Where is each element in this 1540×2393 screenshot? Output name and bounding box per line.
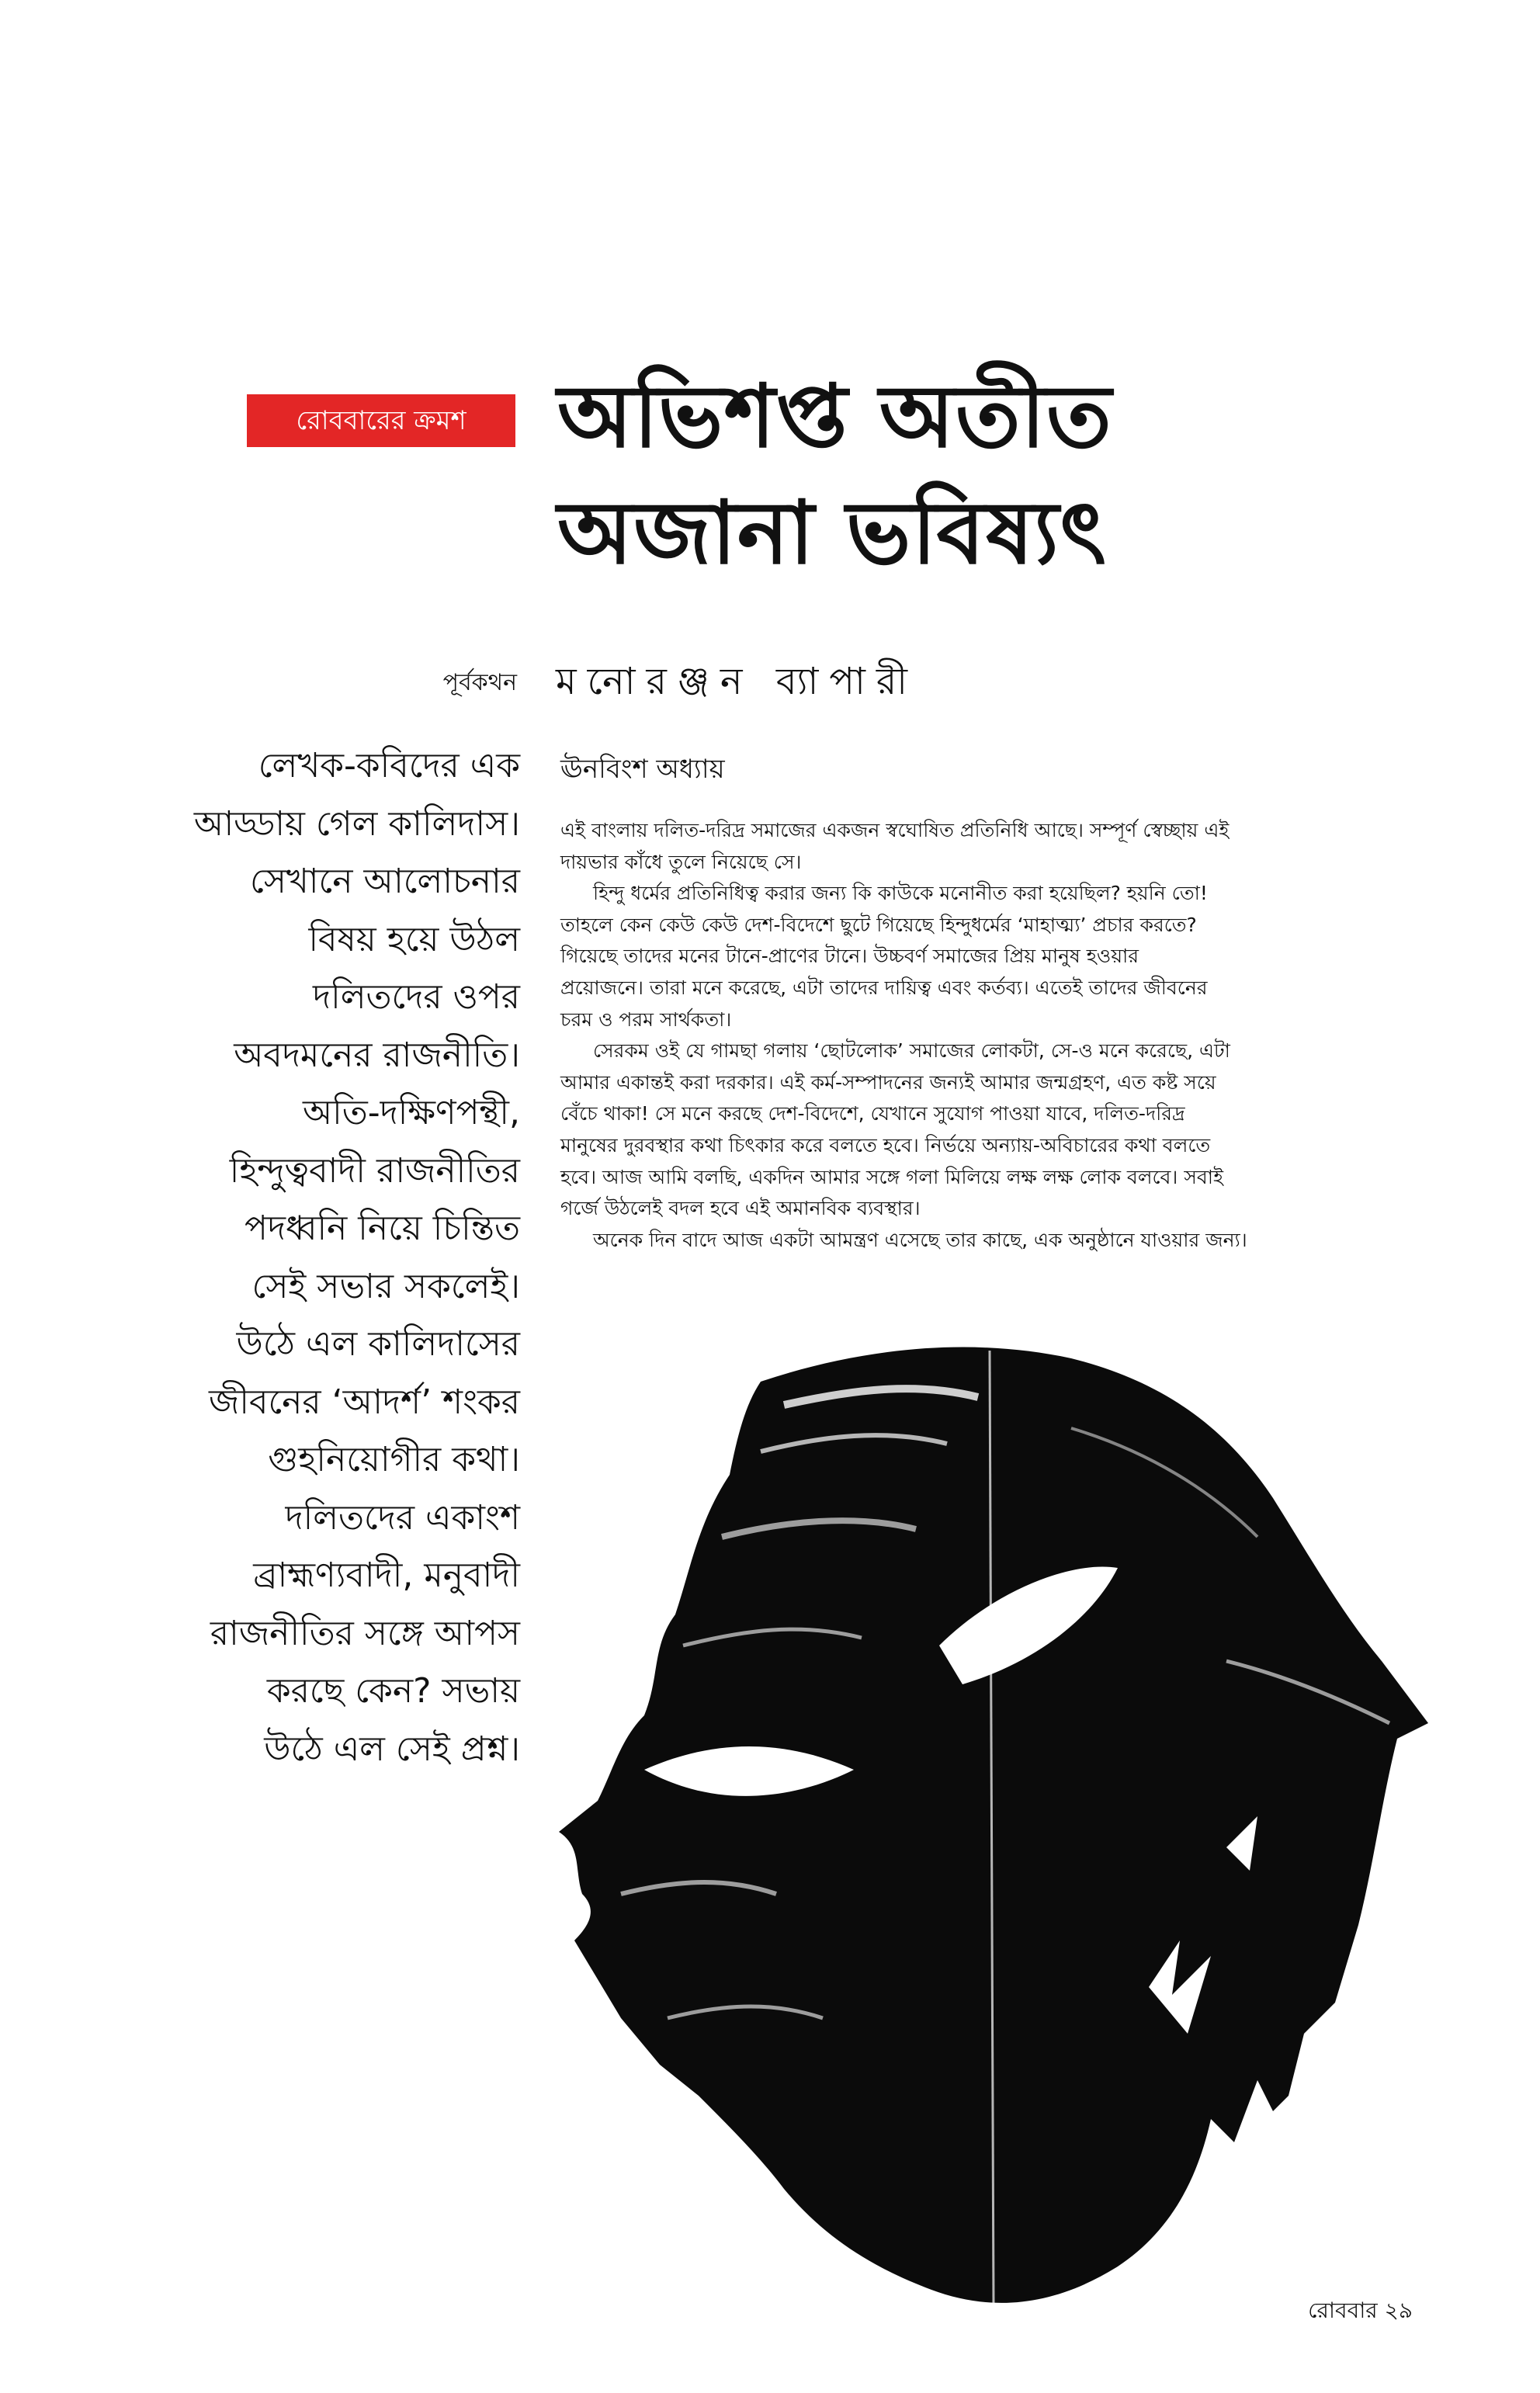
summary-line: উঠে এল কালিদাসের (236, 1324, 520, 1364)
body-line: মানুষের দুরবস্থার কথা চিৎকার করে বলতে হবে। নির্ভয়ে অন্যায়-অবিচারের কথা বলতে (560, 1133, 1211, 1157)
summary-line: রাজনীতির সঙ্গে আপস (210, 1613, 520, 1653)
section-tag: রোববারের ক্রমশ (247, 394, 515, 447)
summary-label: পূর্বকথন (442, 669, 517, 696)
body-line: তাহলে কেন কেউ কেউ দেশ-বিদেশে ছুটে গিয়েছে হিন্দুধর্মের ‘মাহাত্ম্য’ প্রচার করতে? (560, 913, 1197, 936)
body-line: আমার একান্তই করা দরকার। এই কর্ম-সম্পাদনের জন্যই আমার জন্মগ্রহণ, এত কষ্ট সয়ে (560, 1070, 1216, 1094)
summary-line: সেখানে আলোচনার (249, 862, 520, 901)
article-body (560, 815, 1430, 1256)
body-line: দায়ভার কাঁধে তুলে নিয়েছে সে। (560, 850, 802, 873)
previous-summary (116, 737, 520, 1778)
summary-line: হিন্দুত্ববাদী রাজনীতির (229, 1150, 520, 1191)
summary-line: জীবনের ‘আদর্শ’ শংকর (209, 1382, 520, 1422)
summary-line: বিষয় হয়ে উঠল (308, 919, 520, 959)
body-line: হিন্দু ধর্মের প্রতিনিধিত্ব করার জন্য কি কাউকে মনোনীত করা হয়েছিল? হয়নি তো! (593, 882, 1208, 905)
chapter-heading: ঊনবিংশ অধ্যায় (560, 754, 725, 785)
title-line-2: অজানা ভবিষ্যৎ (557, 483, 1107, 584)
body-line: গিয়েছে তাদের মনের টানে-প্রাণের টানে। উচ্চবর্ণ সমাজের প্রিয় মানুষ হওয়ার (560, 945, 1139, 968)
author-byline: মনোরঞ্জন ব্যাপারী (556, 660, 919, 703)
body-line: হবে। আজ আমি বলছি, একদিন আমার সঙ্গে গলা মিলিয়ে লক্ষ লক্ষ লোক বলবে। সবাই (560, 1165, 1224, 1188)
summary-line: অতি-দক্ষিণপন্থী, (303, 1093, 520, 1132)
body-line: সেরকম ওই যে গামছা গলায় ‘ছোটলোক’ সমাজের লোকটা, সে-ও মনে করেছে, এটা (593, 1039, 1230, 1063)
summary-line: অবদমনের রাজনীতি। (234, 1035, 520, 1075)
summary-line: দলিতদের একাংশ (285, 1497, 520, 1538)
summary-line: করছে কেন? সভায় (266, 1671, 520, 1711)
body-line: প্রয়োজনে। তারা মনে করেছে, এটা তাদের দায়িত্ব এবং কর্তব্য। এতেই তাদের জীবনের (560, 976, 1208, 999)
summary-line: দলিতদের ওপর (313, 977, 520, 1017)
summary-line: ব্রাহ্মণ্যবাদী, মনুবাদী (253, 1555, 520, 1595)
body-line: গর্জে উঠলেই বদল হবে এই অমানবিক ব্যবস্থার। (560, 1197, 921, 1220)
body-line: এই বাংলায় দলিত-দরিদ্র সমাজের একজন স্বঘোষিত প্রতিনিধি আছে। সম্পূর্ণ স্বেচ্ছায় এই (560, 819, 1230, 841)
summary-line: লেখক-কবিদের এক (258, 746, 520, 786)
summary-line: উঠে এল সেই প্রশ্ন। (264, 1729, 520, 1769)
summary-line: পদধ্বনি নিয়ে চিন্তিত (244, 1209, 520, 1248)
title-line-1: অভিশপ্ত অতীত (557, 366, 1112, 467)
article-title (557, 359, 1489, 591)
page-folio: রোববার ২৯ (1308, 2298, 1413, 2323)
brush-illustration (528, 1335, 1459, 2321)
body-line: অনেক দিন বাদে আজ একটা আমন্ত্রণ এসেছে তার কাছে, এক অনুষ্ঠানে যাওয়ার জন্য। (593, 1228, 1247, 1251)
summary-line: আড্ডায় গেল কালিদাস। (193, 803, 520, 844)
summary-line: গুহনিয়োগীর কথা। (268, 1440, 520, 1479)
body-line: চরম ও পরম সার্থকতা। (560, 1007, 732, 1031)
summary-line: সেই সভার সকলেই। (251, 1266, 520, 1306)
body-line: বেঁচে থাকা! সে মনে করছে দেশ-বিদেশে, যেখানে সুযোগ পাওয়া যাবে, দলিত-দরিদ্র (560, 1102, 1185, 1125)
